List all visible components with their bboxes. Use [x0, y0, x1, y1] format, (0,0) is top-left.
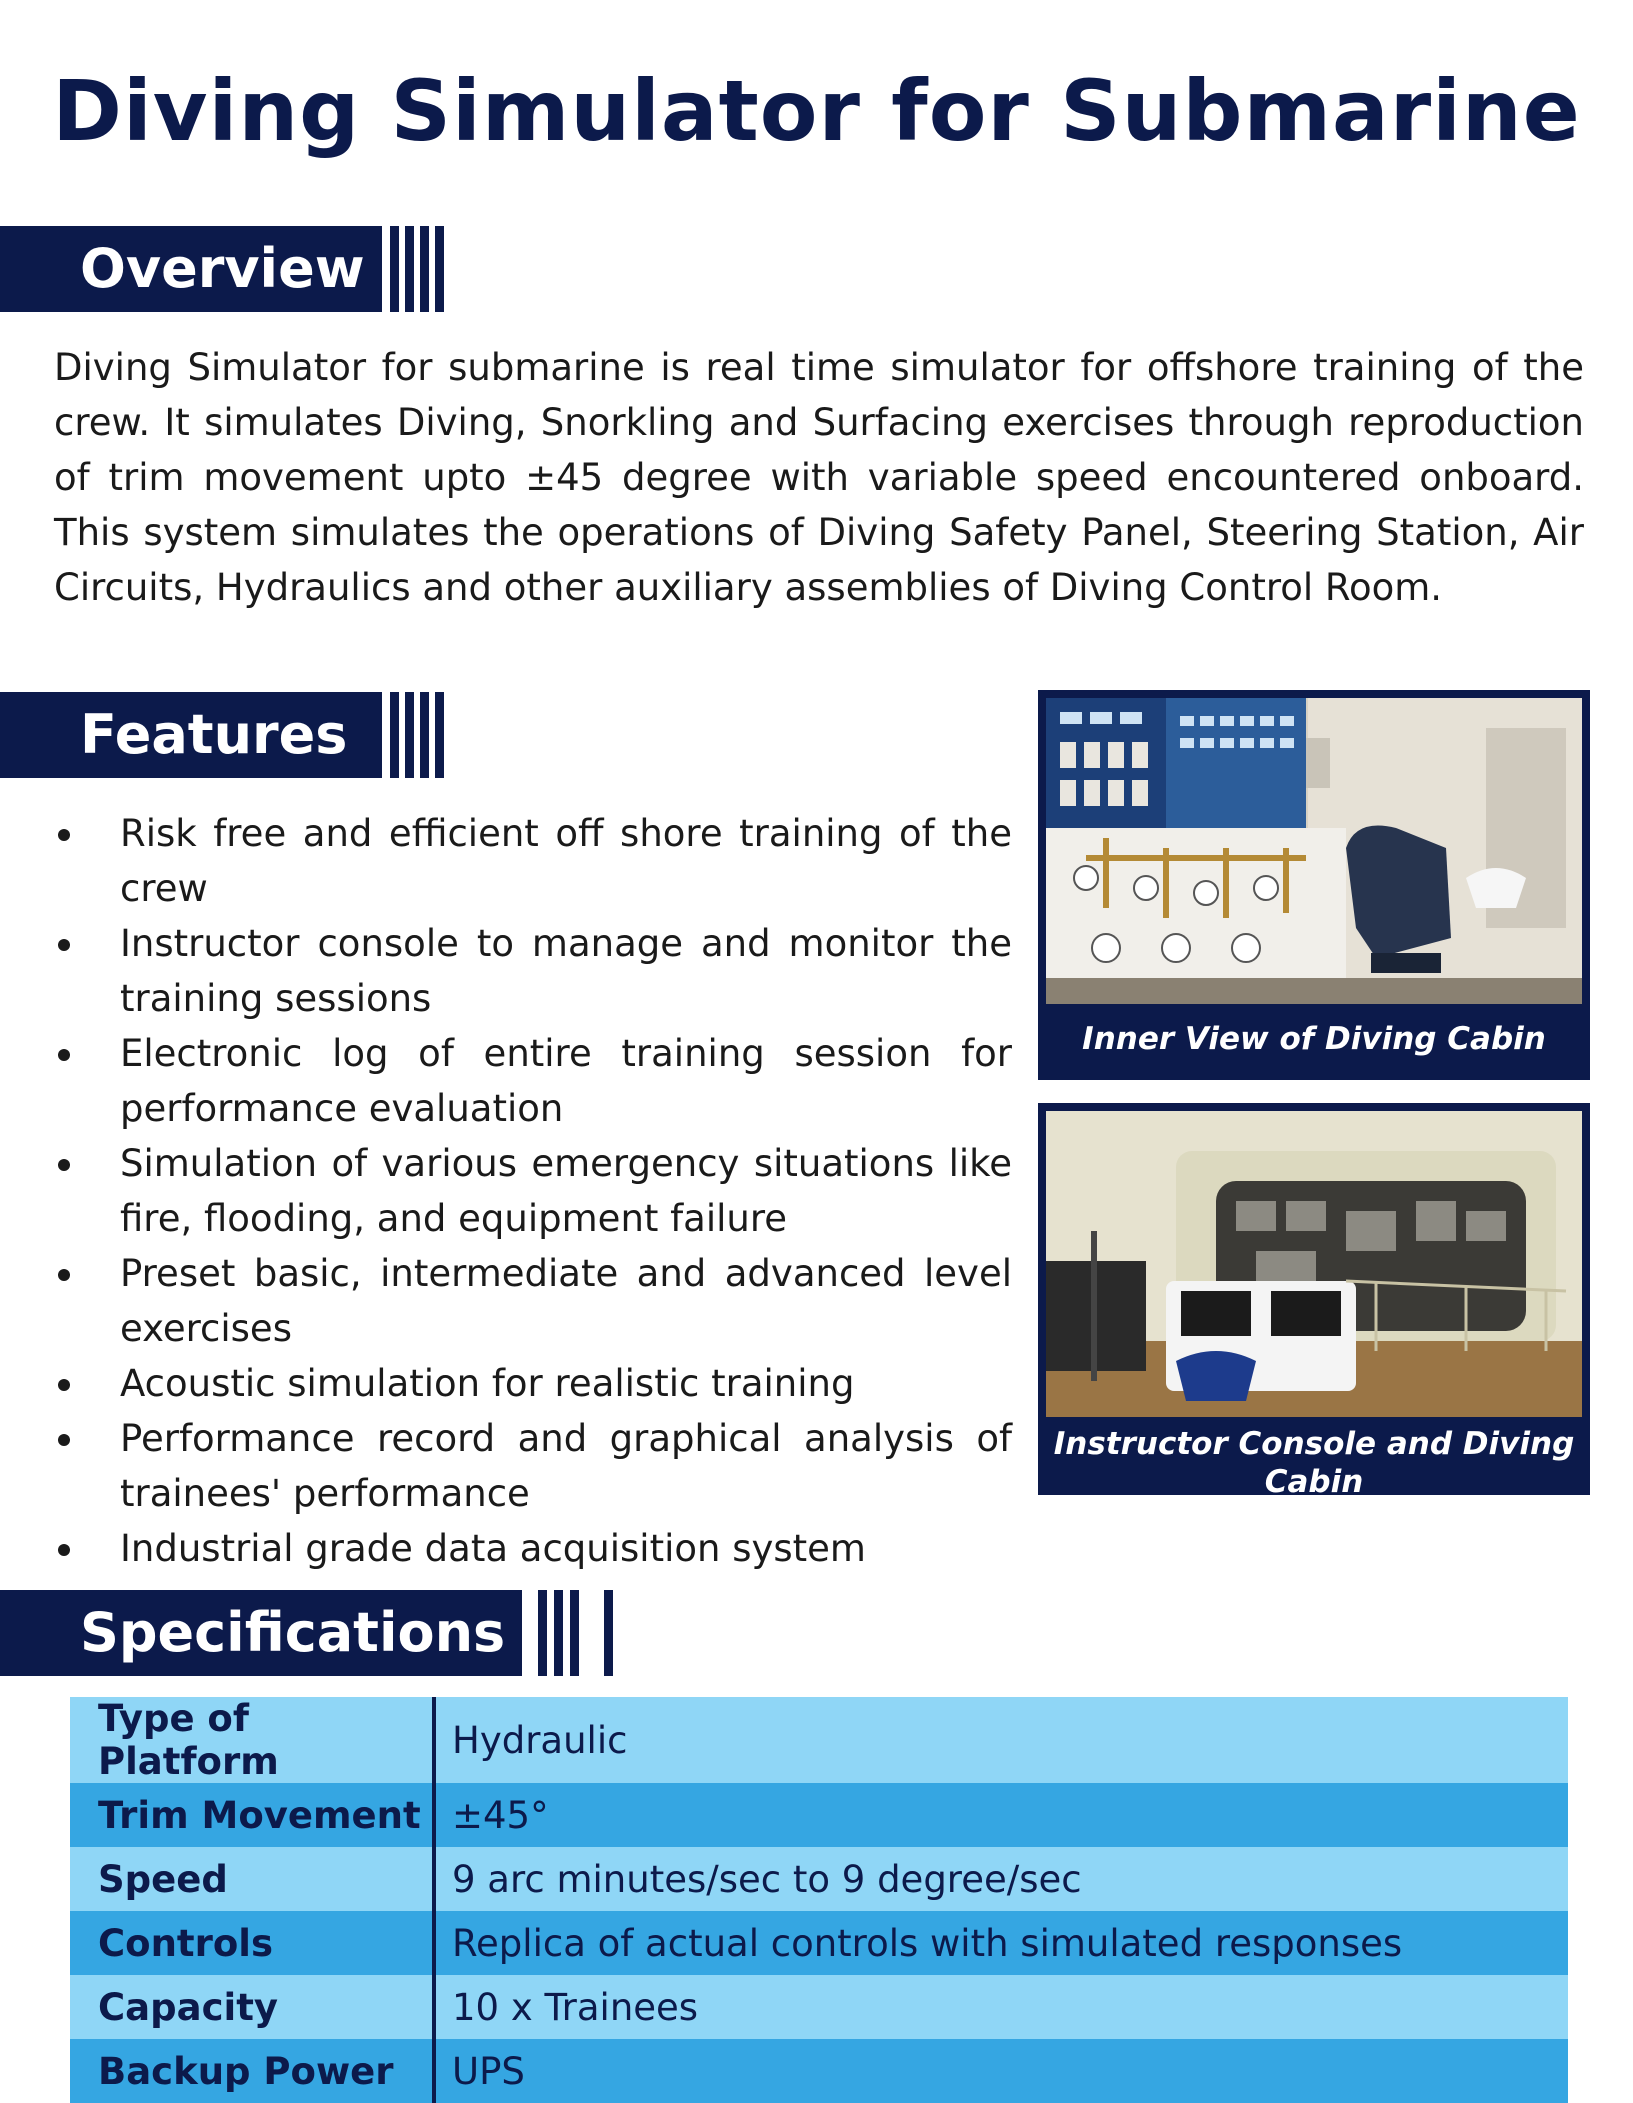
table-row	[70, 1975, 1568, 2039]
heading-stripe	[420, 226, 429, 312]
heading-stripe	[435, 692, 444, 778]
photo-card-instructor-console	[1038, 1103, 1590, 1500]
list-item: Preset basic, intermediate and advanced level exercises	[54, 1246, 1012, 1356]
instructor-console-illustration	[1046, 1111, 1582, 1417]
specifications-heading-label: Specifications	[0, 1590, 522, 1676]
photo-card-inner-view	[1038, 690, 1590, 1080]
bullet-icon	[58, 1544, 70, 1556]
bullet-icon	[58, 1434, 70, 1446]
table-row	[70, 1783, 1568, 1847]
overview-paragraph: Diving Simulator for submarine is real time simulator for offshore training of the crew. It simulates Diving, Snorkling and Surfacing exercises through reproduction of trim movement upto ±45 degree with variable speed encountered onboard. This system simulates the operations of Diving Safety Panel, Steering Station, Air Circuits, Hydraulics and other auxiliary assemblies of Diving Control Room.	[54, 346, 1584, 609]
heading-stripe	[390, 226, 399, 312]
photo-caption: Inner View of Diving Cabin	[1082, 1021, 1546, 1057]
spec-label: Backup Power	[70, 2039, 434, 2103]
spec-value: Replica of actual controls with simulated responses	[434, 1911, 1568, 1975]
table-row	[70, 2039, 1568, 2103]
list-item: Risk free and efficient off shore training of the crew	[54, 806, 1012, 916]
instructor-console-photo	[1046, 1111, 1582, 1417]
heading-stripe	[420, 692, 429, 778]
specifications-table	[70, 1697, 1568, 2103]
heading-stripe	[604, 1590, 613, 1676]
spec-value: 9 arc minutes/sec to 9 degree/sec	[434, 1847, 1568, 1911]
spec-label: Trim Movement	[70, 1783, 434, 1847]
bullet-icon	[58, 1049, 70, 1061]
bullet-icon	[58, 1379, 70, 1391]
features-list	[54, 806, 1012, 1576]
list-item: Acoustic simulation for realistic training	[54, 1356, 1012, 1411]
table-row	[70, 1911, 1568, 1975]
spec-value: ±45°	[434, 1783, 1568, 1847]
bullet-icon	[58, 1269, 70, 1281]
spec-label: Controls	[70, 1911, 434, 1975]
bullet-icon	[58, 939, 70, 951]
heading-stripe	[538, 1590, 547, 1676]
heading-stripe	[405, 226, 414, 312]
page-title: Diving Simulator for Submarine	[52, 62, 1581, 160]
list-item: Performance record and graphical analysis of trainees' performance	[54, 1411, 1012, 1521]
list-item: Electronic log of entire training session for performance evaluation	[54, 1026, 1012, 1136]
table-row	[70, 1697, 1568, 1783]
bullet-icon	[58, 829, 70, 841]
list-item: Industrial grade data acquisition system	[54, 1521, 1012, 1576]
heading-stripe	[554, 1590, 563, 1676]
spec-label: Capacity	[70, 1975, 434, 2039]
heading-stripe	[390, 692, 399, 778]
table-row	[70, 1847, 1568, 1911]
diving-cabin-illustration	[1046, 698, 1582, 1004]
bullet-icon	[58, 1159, 70, 1171]
diving-cabin-photo	[1046, 698, 1582, 1004]
spec-value: UPS	[434, 2039, 1568, 2103]
overview-heading-label: Overview	[0, 226, 382, 312]
spec-label: Type of Platform	[70, 1697, 434, 1783]
spec-value: Hydraulic	[434, 1697, 1568, 1783]
heading-stripe	[405, 692, 414, 778]
spec-label: Speed	[70, 1847, 434, 1911]
list-item: Instructor console to manage and monitor the training sessions	[54, 916, 1012, 1026]
heading-stripe	[570, 1590, 579, 1676]
spec-value: 10 x Trainees	[434, 1975, 1568, 2039]
photo-caption: Instructor Console and Diving Cabin	[1053, 1426, 1575, 1500]
features-heading-label: Features	[0, 692, 382, 778]
heading-stripe	[435, 226, 444, 312]
list-item: Simulation of various emergency situations like fire, flooding, and equipment failure	[54, 1136, 1012, 1246]
